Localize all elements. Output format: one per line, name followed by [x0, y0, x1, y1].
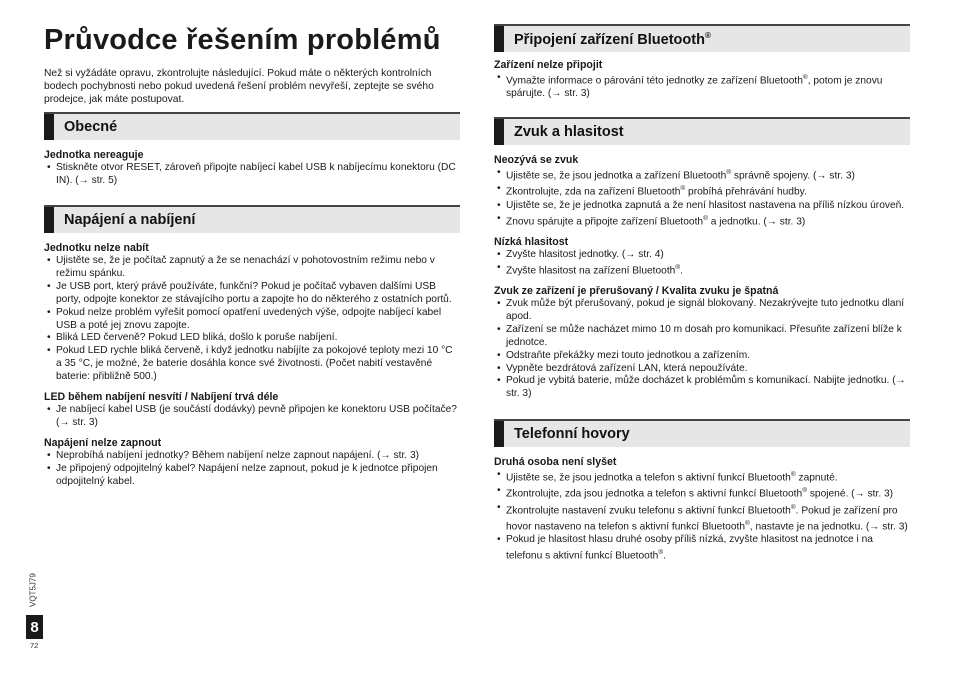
solution-list: [494, 469, 910, 563]
list-item: • Zkontrolujte, zda na zařízení Bluetooth® probíhá přehrávání hudby.: [494, 183, 910, 199]
page-title: Průvodce řešením problémů: [44, 24, 441, 56]
section-title: Připojení zařízení Bluetooth®: [514, 31, 711, 48]
problem-heading: Jednotku nelze nabít: [44, 242, 149, 254]
list-item: • Bliká LED červeně? Pokud LED bliká, došlo k poruše nabíjení.: [44, 332, 460, 345]
intro-text: Než si vyžádáte opravu, zkontrolujte následující. Pokud máte o některých kontrolních bodech pochybnosti nebo pokud uvedená řešení problém nevyřeší, zeptejte se svého prodejce, jak máte postupovat.: [44, 68, 434, 106]
solution-list: [494, 72, 910, 101]
section-marker: [44, 114, 54, 140]
section-header: [494, 117, 910, 145]
secondary-page-number: 72: [30, 641, 39, 650]
section-title: Obecné: [64, 119, 118, 135]
section-bluetooth: [494, 24, 910, 101]
list-item: • Zkontrolujte, zda jsou jednotka a telefon s aktivní funkcí Bluetooth® spojené. (→ str. 3): [494, 485, 910, 501]
problem-group: [44, 242, 460, 384]
section-header: [44, 205, 460, 233]
list-item: • Ujistěte se, že jsou jednotka a telefon s aktivní funkcí Bluetooth® zapnuté.: [494, 469, 910, 485]
solution-list: [494, 167, 910, 229]
list-item: • Znovu spárujte a připojte zařízení Bluetooth® a jednotku. (→ str. 3): [494, 213, 910, 229]
section-general: [44, 112, 460, 188]
list-item: • Zařízení se může nacházet mimo 10 m dosah pro komunikaci. Přesuňte zařízení blíže k jednotce.: [494, 324, 910, 350]
section-power: [44, 205, 460, 489]
problem-group: [494, 154, 910, 229]
list-item: • Zvyšte hlasitost na zařízení Bluetooth®.: [494, 262, 910, 278]
section-title: Zvuk a hlasitost: [514, 124, 624, 140]
list-item: • Pokud je vybitá baterie, může docházet k problémům s komunikací. Nabijte jednotku. (→ str. 3): [494, 375, 910, 401]
problem-group: [494, 456, 910, 563]
section-title: Napájení a nabíjení: [64, 212, 196, 228]
solution-list: [494, 249, 910, 278]
page-number: 8: [26, 615, 43, 639]
list-item: • Ujistěte se, že je počítač zapnutý a že se nenachází v pohotovostním režimu nebo v režimu spánku.: [44, 255, 460, 281]
list-item: • Pokud je hlasitost hlasu druhé osoby příliš nízká, zvyšte hlasitost na jednotce i na telefonu s aktivní funkcí Bluetooth®.: [494, 534, 910, 563]
list-item: • Je USB port, který právě používáte, funkční? Pokud je počítač vybaven dalšími USB porty, odpojte konektor ze stávajícího portu a zapojte ho do některého z ostatních portů.: [44, 281, 460, 307]
section-sound: [494, 117, 910, 401]
list-item: • Zkontrolujte nastavení zvuku telefonu s aktivní funkcí Bluetooth®. Pokud je zařízení pro hovor nastaveno na telefon s aktivní funkcí Bluetooth®, nastavte je na jednotku. (→ str. 3): [494, 502, 910, 535]
solution-list: [44, 404, 460, 430]
problem-heading: LED během nabíjení nesvítí / Nabíjení trvá déle: [44, 391, 279, 404]
problem-group: [494, 59, 910, 101]
document-code: VQT5J79: [28, 573, 38, 607]
list-item: • Odstraňte překážky mezi touto jednotkou a zařízením.: [494, 350, 910, 363]
section-marker: [44, 207, 54, 233]
solution-list: [44, 255, 460, 384]
list-item: • Neprobíhá nabíjení jednotky? Během nabíjení nelze zapnout napájení. (→ str. 3): [44, 450, 460, 463]
list-item: • Stiskněte otvor RESET, zároveň připojte nabíjecí kabel USB k nabíjecímu konektoru (DC IN). (→ str. 5): [44, 162, 460, 188]
problem-group: [44, 437, 460, 489]
solution-list: [44, 162, 460, 188]
solution-list: [44, 450, 460, 489]
problem-heading: Nízká hlasitost: [494, 235, 569, 248]
list-item: • Vypněte bezdrátová zařízení LAN, která nepoužíváte.: [494, 363, 910, 376]
section-marker: [494, 421, 504, 447]
solution-list: [494, 298, 910, 401]
problem-heading: Jednotka nereaguje: [44, 149, 144, 161]
problem-heading: Neozývá se zvuk: [494, 154, 579, 166]
registered-mark: ®: [704, 31, 711, 40]
list-item: • Je připojený odpojitelný kabel? Napájení nelze zapnout, pokud je k jednotce připojen odpojitelný kabel.: [44, 463, 460, 489]
list-item: • Je nabíjecí kabel USB (je součástí dodávky) pevně připojen ke konektoru USB počítače? (→ str. 3): [44, 404, 460, 430]
section-header: [44, 112, 460, 140]
problem-heading: Zvuk ze zařízení je přerušovaný / Kvalita zvuku je špatná: [494, 285, 779, 297]
section-header: [494, 419, 910, 447]
section-calls: [494, 419, 910, 563]
list-item: • Ujistěte se, že je jednotka zapnutá a že není hlasitost nastavena na příliš nízkou úroveň.: [494, 200, 910, 213]
section-marker: [494, 119, 504, 145]
list-item: • Zvuk může být přerušovaný, pokud je signál blokovaný. Nezakrývejte tuto jednotku dlaní apod.: [494, 298, 910, 324]
problem-heading: Zařízení nelze připojit: [494, 59, 603, 71]
list-item: • Ujistěte se, že jsou jednotka a zařízení Bluetooth® správně spojeny. (→ str. 3): [494, 167, 910, 183]
list-item: • Pokud nelze problém vyřešit pomocí opatření uvedených výše, odpojte nabíjecí kabel USB a poté jej znovu zapojte.: [44, 307, 460, 333]
problem-group: [44, 149, 460, 188]
list-item: • Zvyšte hlasitost jednotky. (→ str. 4): [494, 249, 910, 262]
list-item: • Pokud LED rychle bliká červeně, i když jednotku nabíjíte za pokojové teploty mezi 10 °C a 35 °C, je možné, že baterie dosáhla konce své životnosti. (Počet nabití vestavěné baterie: přibližně 500.): [44, 345, 460, 384]
section-marker: [494, 26, 504, 52]
section-title: Telefonní hovory: [514, 426, 630, 442]
problem-heading: Napájení nelze zapnout: [44, 436, 162, 449]
problem-group: [494, 236, 910, 278]
problem-heading: Druhá osoba není slyšet: [494, 456, 617, 468]
list-item: • Vymažte informace o párování této jednotky ze zařízení Bluetooth®, potom je znovu spárujte. (→ str. 3): [494, 72, 910, 101]
section-header: [494, 24, 910, 52]
problem-group: [494, 285, 910, 401]
problem-group: [44, 391, 460, 430]
